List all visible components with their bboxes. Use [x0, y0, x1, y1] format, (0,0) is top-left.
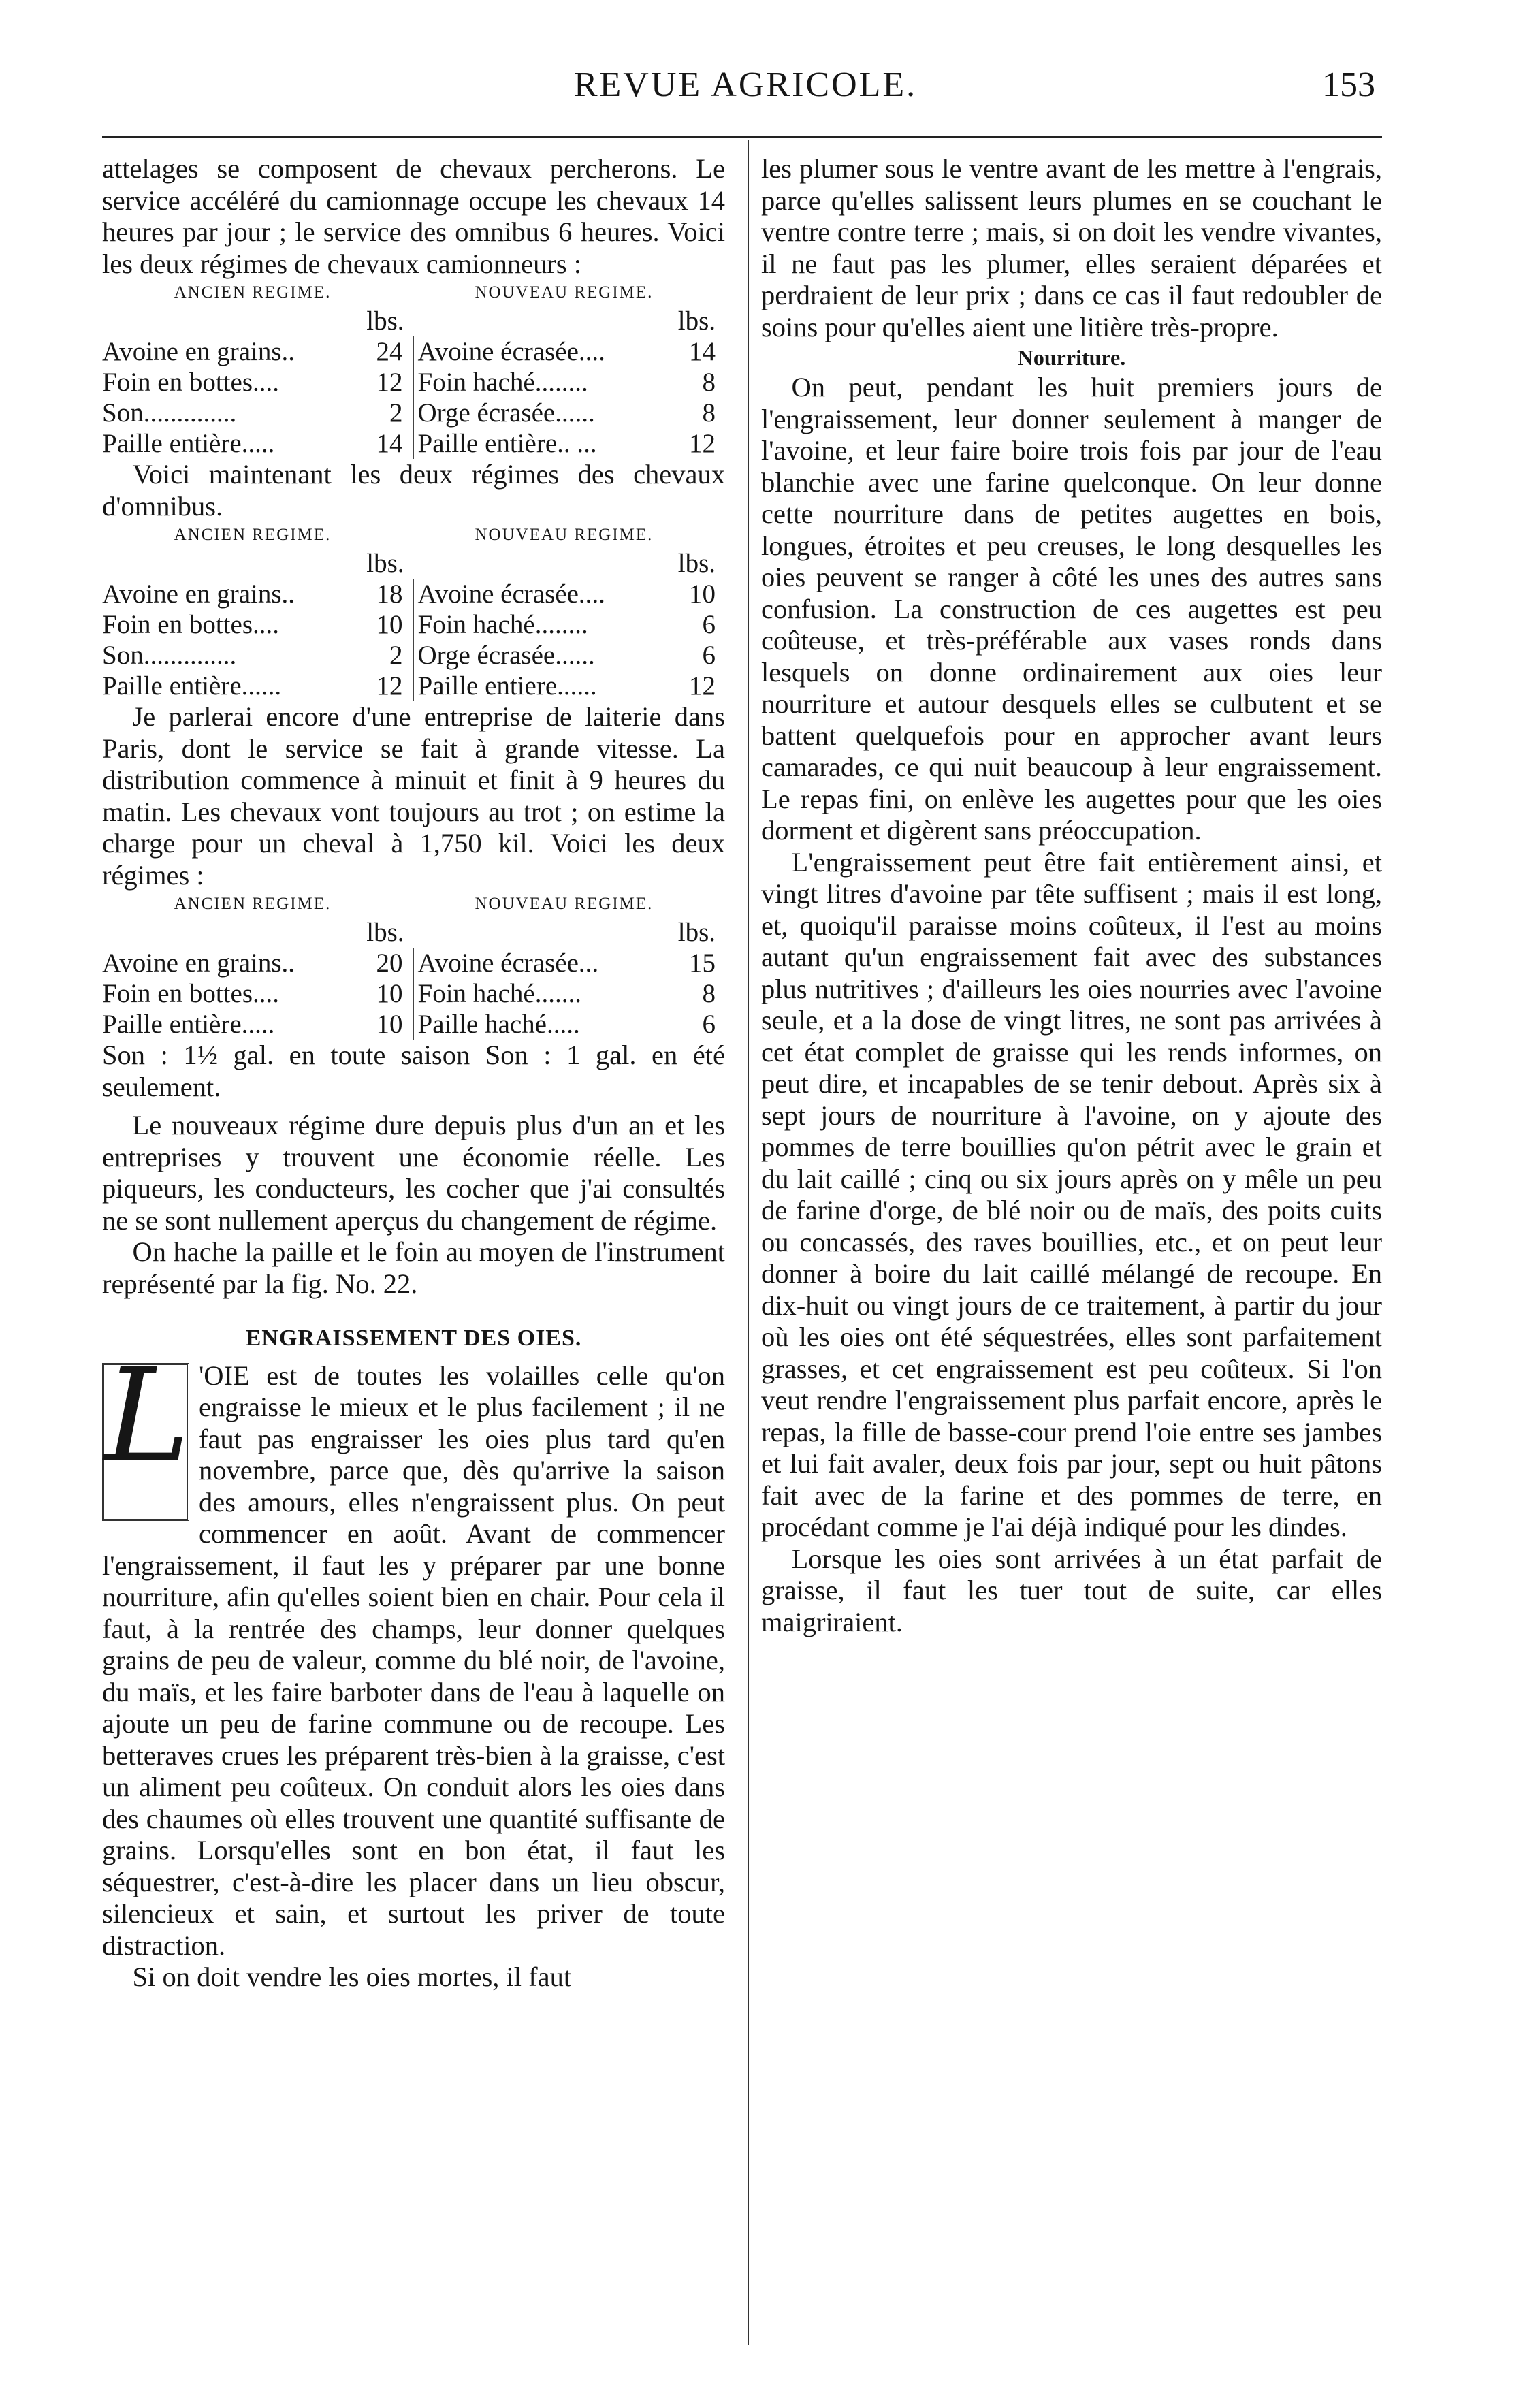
- unit-label: lbs.: [677, 306, 716, 336]
- table-cell: [414, 640, 726, 671]
- left-column: [102, 153, 725, 1993]
- item-label: Son..............: [102, 398, 237, 428]
- regime-table-2: [102, 522, 725, 701]
- unit-row: [102, 917, 725, 948]
- item-label: Avoine écrasée...: [417, 948, 599, 978]
- table-cell: [414, 1009, 726, 1040]
- unit-row: [102, 548, 725, 579]
- table-cell: [102, 948, 414, 978]
- item-label: Orge écrasée......: [417, 641, 595, 670]
- item-value: 2: [389, 398, 403, 428]
- table-header: [102, 522, 725, 548]
- item-value: 6: [702, 1010, 716, 1039]
- table-cell: [102, 367, 414, 398]
- page-number: 153: [1322, 65, 1375, 104]
- table-row: [102, 609, 725, 640]
- paragraph: Le nouveaux régime dure depuis plus d'un an et les entreprises y trouvent une économie réelle. Les piqueurs, les conducteurs, les cocher que j'ai consultés ne se sont nullement aperçus du changement de régime.: [102, 1110, 725, 1236]
- table-cell: [102, 978, 414, 1009]
- paragraph: L'engraissement peut être fait entièrement ainsi, et vingt litres d'avoine par tête suffisent ; mais il est long, et, quoiqu'il paraisse moins coûteux, il l'est au moins autant qu'un engraissement fait avec des substances plus nutritives ; d'ailleurs les oies nourries avec l'avoine seule, et a la dose de vingt litres, ne sont pas arrivées à cet état complet de graisse qui les rends informes, on peut dire, et incapables de se tenir debout. Après six à sept jours de nourriture à l'avoine, on y ajoute des pommes de terre bouillies qu'on pétrit avec le grain et du lait caillé ; cinq ou six jours après on y mêle un peu de farine d'orge, de blé noir ou de maïs, des poits cuits ou concassés, des raves bouillies, etc., et on peut leur donner à boire du lait caillé mélangé de recoupe. En dix-huit ou vingt jours de ce traitement, à partir du jour où les oies ont été séquestrées, elles sont parfaitement grasses, et cet engraissement est peu coûteux. Si l'on veut rendre l'engraissement plus parfait encore, après le repas, la fille de basse-cour prend l'oie entre ses jambes et lui fait avaler, deux fois par jour, sept ou huit pâtons fait avec de la farine et des pommes de terre, en procédant comme je l'ai déjà indiqué pour les dindes.: [761, 846, 1382, 1542]
- item-label: Paille entière......: [102, 671, 282, 701]
- table-row: [102, 640, 725, 671]
- item-value: 12: [689, 429, 716, 458]
- item-label: Foin haché........: [417, 368, 588, 397]
- column-heading: ANCIEN REGIME.: [174, 526, 332, 544]
- regime-table-3: [102, 891, 725, 1040]
- item-value: 10: [376, 1010, 403, 1039]
- paragraph: 'OIE est de toutes les volailles celle qu'on engraisse le mieux et le plus facilement ; il ne faut pas engraisser les oies plus tard qu'en novembre, parce que, dès qu'arrive la saison des amours, elles n'engraissent plus. On peut commencer en août. Avant de commencer l'engraissement, il faut les y préparer par une bonne nourriture, afin qu'elles soient bien en chair. Pour cela il faut, à la rentrée des champs, leur donner quelques grains de peu de valeur, comme du blé noir, de l'avoine, du maïs, et les faire barboter dans de l'eau à laquelle on ajoute un peu de farine commune ou de recoupe. Les betteraves crues les préparent très-bien à la graisse, c'est un aliment peu coûteux. On conduit alors les oies dans des chaumes où elles trouvent une quantité suffisante de grains. Lorsqu'elles sont en bon état, il faut les séquestrer, c'est-à-dire les placer dans un lieu obscur, silencieux et sain, et surtout les priver de toute distraction.: [102, 1360, 725, 1961]
- unit-label: lbs.: [366, 918, 404, 947]
- item-value: 10: [689, 579, 716, 609]
- table-row: [102, 978, 725, 1009]
- running-title: REVUE AGRICOLE.: [573, 65, 918, 104]
- regime-table-1: [102, 280, 725, 459]
- item-label: Foin en bottes....: [102, 368, 279, 397]
- unit-label: lbs.: [677, 549, 716, 578]
- item-value: 12: [376, 368, 403, 397]
- table-cell: [414, 609, 726, 640]
- table-cell: [414, 336, 726, 367]
- drop-cap: L: [102, 1363, 189, 1521]
- item-value: 10: [376, 610, 403, 639]
- page-header: [102, 65, 1389, 112]
- column-heading: NOUVEAU REGIME.: [475, 526, 654, 544]
- item-value: 8: [702, 398, 716, 428]
- unit-row: [102, 306, 725, 336]
- paragraph: On peut, pendant les huit premiers jours de l'engraissement, leur donner seulement à manger de l'avoine, et leur faire boire trois fois par jour de l'eau blanchie avec une farine quelconque. On leur donne cette nourriture dans de petites augettes en bois, longues, étroites et peu creuses, le long desquelles les oies peuvent se ranger à côté les unes des autres sans confusion. La construction de ces augettes est peu coûteuse, et très-préférable aux vases ronds dans lesquels on donne ordinairement aux oies leur nourriture et autour desquels elles se culbutent et se battent quelquefois pour en approcher avant leurs camarades, ce qui nuit beaucoup à leur engraissement. Le repas fini, on enlève les augettes pour que les oies dorment et digèrent sans préoccupation.: [761, 372, 1382, 846]
- item-value: 12: [689, 671, 716, 701]
- paragraph: Si on doit vendre les oies mortes, il faut: [132, 1961, 572, 1992]
- unit-label: lbs.: [366, 549, 404, 578]
- table-cell: [102, 398, 414, 428]
- item-value: 15: [689, 948, 716, 978]
- item-value: 20: [376, 948, 403, 978]
- item-value: 10: [376, 979, 403, 1008]
- table-cell: [102, 671, 414, 701]
- paragraph: On hache la paille et le foin au moyen de l'instrument représenté par la fig. No. 22.: [102, 1236, 725, 1299]
- table-row: [102, 948, 725, 978]
- paragraph: Voici maintenant les deux régimes des chevaux d'omnibus.: [102, 459, 725, 522]
- table-row: [102, 336, 725, 367]
- item-label: Avoine en grains..: [102, 579, 295, 609]
- table-row: [102, 367, 725, 398]
- item-label: Paille entiere......: [417, 671, 597, 701]
- column-heading: ANCIEN REGIME.: [174, 283, 332, 302]
- table-cell: [414, 367, 726, 398]
- table-row: [102, 398, 725, 428]
- table-row: [102, 1009, 725, 1040]
- column-heading: NOUVEAU REGIME.: [475, 283, 654, 302]
- item-value: 14: [689, 337, 716, 366]
- table-cell: [102, 640, 414, 671]
- table-cell: [102, 336, 414, 367]
- table-cell: [414, 978, 726, 1009]
- header-rule: [102, 136, 1382, 138]
- table-cell: [414, 671, 726, 701]
- item-value: 8: [702, 368, 716, 397]
- item-value: 6: [702, 641, 716, 670]
- item-value: 8: [702, 979, 716, 1008]
- item-label: Avoine écrasée....: [417, 579, 605, 609]
- item-label: Foin haché.......: [417, 979, 581, 1008]
- item-label: Son..............: [102, 641, 237, 670]
- table-row: [102, 428, 725, 459]
- table-row: [102, 671, 725, 701]
- table-cell: [414, 579, 726, 609]
- paragraph: attelages se composent de chevaux percherons. Le service accéléré du camionnage occupe les chevaux 14 heures par jour ; le service des omnibus 6 heures. Voici les deux régimes de chevaux camionneurs :: [102, 153, 725, 279]
- table-cell: [414, 398, 726, 428]
- item-label: Paille entière.....: [102, 1010, 275, 1039]
- item-label: Foin en bottes....: [102, 979, 279, 1008]
- item-value: 24: [376, 337, 403, 366]
- table-cell: [414, 948, 726, 978]
- item-label: Foin en bottes....: [102, 610, 279, 639]
- unit-label: lbs.: [366, 306, 404, 336]
- table-row: [102, 579, 725, 609]
- item-value: 14: [376, 429, 403, 458]
- item-label: Foin haché........: [417, 610, 588, 639]
- column-heading: NOUVEAU REGIME.: [475, 895, 654, 913]
- son-line: Son : 1½ gal. en toute saison Son : 1 gal. en été seulement.: [102, 1040, 725, 1102]
- table-cell: [414, 428, 726, 459]
- unit-label: lbs.: [677, 918, 716, 947]
- paragraph: Je parlerai encore d'une entreprise de laiterie dans Paris, dont le service se fait à grande vitesse. La distribution commence à minuit et finit à 9 heures du matin. Les chevaux vont toujours au trot ; on estime la charge pour un cheval à 1,750 kil. Voici les deux régimes :: [102, 701, 725, 891]
- right-column: [761, 153, 1382, 1638]
- table-cell: [102, 579, 414, 609]
- item-label: Orge écrasée......: [417, 398, 595, 428]
- item-value: 2: [389, 641, 403, 670]
- subheading: Nourriture.: [1017, 345, 1126, 370]
- column-divider: [748, 140, 749, 2345]
- column-heading: ANCIEN REGIME.: [174, 895, 332, 913]
- item-label: Paille haché.....: [417, 1010, 580, 1039]
- item-value: 6: [702, 610, 716, 639]
- item-label: Paille entière.. ...: [417, 429, 597, 458]
- item-label: Avoine écrasée....: [417, 337, 605, 366]
- item-label: Avoine en grains..: [102, 948, 295, 978]
- article-body: [102, 1340, 725, 1962]
- table-cell: [102, 609, 414, 640]
- item-label: Avoine en grains..: [102, 337, 295, 366]
- table-header: [102, 891, 725, 917]
- item-value: 12: [376, 671, 403, 701]
- item-value: 18: [376, 579, 403, 609]
- item-label: Paille entière.....: [102, 429, 275, 458]
- section-heading: ENGRAISSEMENT DES OIES.: [245, 1326, 582, 1351]
- paragraph: Lorsque les oies sont arrivées à un état parfait de graisse, il faut les tuer tout de suite, car elles maigriraient.: [761, 1543, 1382, 1637]
- table-cell: [102, 1009, 414, 1040]
- paragraph: les plumer sous le ventre avant de les mettre à l'engrais, parce qu'elles salissent leurs plumes en se couchant le ventre contre terre ; mais, si on doit les vendre vivantes, il ne faut pas les plumer, elles seraient déparées et perdraient de leur prix ; dans ce cas il faut redoubler de soins pour qu'elles aient une litière très-propre.: [761, 153, 1382, 342]
- table-header: [102, 280, 725, 306]
- table-cell: [102, 428, 414, 459]
